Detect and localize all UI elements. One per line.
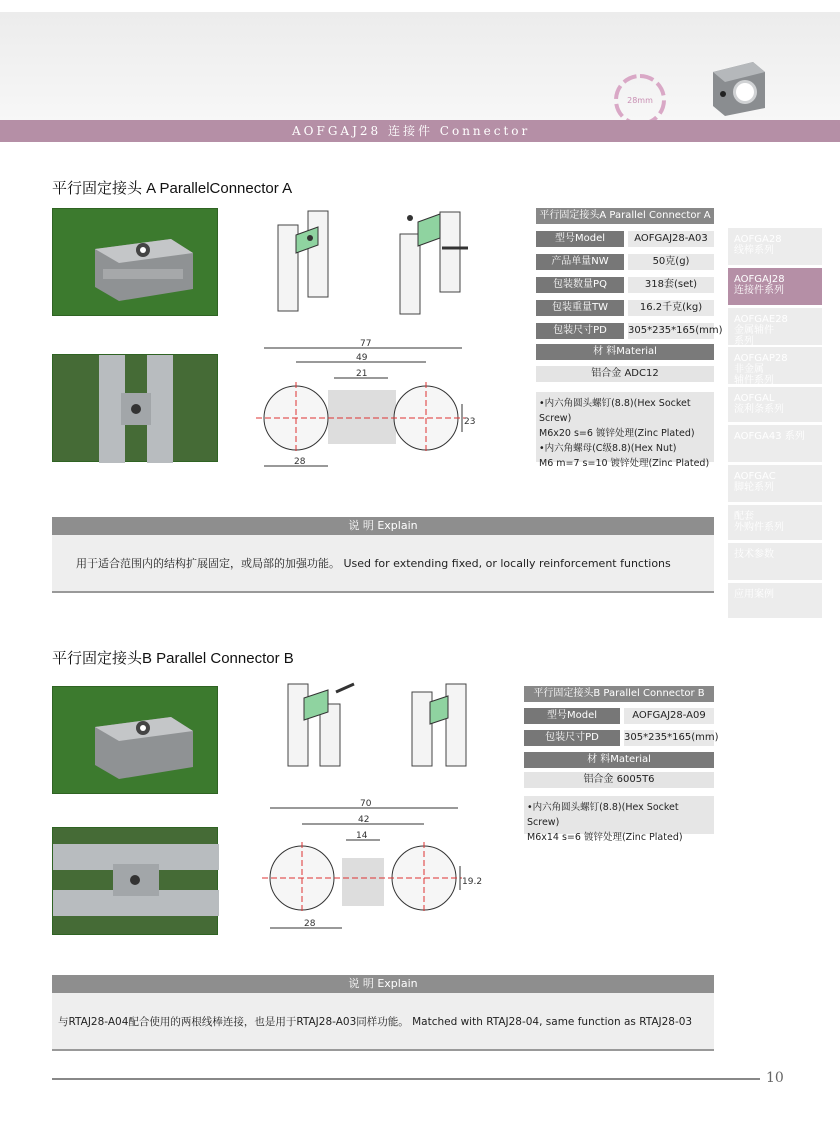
explain-b-title: 说 明 Explain (52, 975, 714, 993)
dim-b-28: 28 (304, 919, 316, 929)
photo-a-connector (52, 208, 218, 316)
note-a-line-4: M6 m=7 s=10 镀锌处理(Zinc Plated) (539, 458, 710, 469)
dim-a-28: 28 (294, 457, 306, 467)
sidebar-item-label: 外购件系列 (734, 522, 784, 533)
dim-b-19-2: 19.2 (462, 877, 483, 887)
dim-a-77: 77 (360, 339, 372, 349)
sectionA-label-1: 产品单量NW (536, 254, 624, 270)
sectionA-label-2: 包装数量PQ (536, 277, 624, 293)
note-b-line-1: •内六角圆头螺钉(8.8)(Hex Socket Screw) (527, 802, 679, 828)
sectionA-value-4: 305*235*165(mm) (628, 323, 714, 339)
drawing-b-dimensions (262, 798, 492, 936)
sidebar-item-9[interactable] (728, 543, 822, 581)
sidebar-item-7[interactable] (728, 465, 822, 503)
sidebar-item-8[interactable] (728, 505, 822, 541)
sidebar-item-label: AOFGA28 (734, 234, 782, 245)
sidebar-item-label: 技术参数 (734, 549, 774, 560)
sidebar-item-label: 脚轮系列 (734, 482, 774, 493)
sidebar-item-label: AOFGA43 系列 (734, 431, 805, 442)
table-b-title: 平行固定接头B Parallel Connector B (524, 686, 714, 702)
drawing-a-iso-left (268, 205, 348, 313)
sectionA-value-0: AOFGAJ28-A03 (628, 231, 714, 247)
sidebar-item-label: 应用案例 (734, 589, 774, 600)
sidebar-item-label: 辅件系列 (734, 375, 774, 386)
sidebar-item-label: AOFGAC (734, 471, 776, 482)
sidebar-item-label: 非金属 (734, 364, 764, 375)
sidebar-item-label: AOFGAL (734, 393, 775, 404)
connector-product-icon (705, 52, 771, 118)
sidebar-item-label: 金属辅件 (734, 325, 774, 336)
material-b-title: 材 料Material (524, 752, 714, 768)
sidebar-item-label: AOFGAE28 (734, 314, 788, 325)
drawing-b-iso-right (404, 678, 484, 768)
footer-rule (52, 1078, 760, 1080)
sectionA-label-0: 型号Model (536, 231, 624, 247)
photo-b-connector (52, 686, 218, 794)
dim-b-14: 14 (356, 831, 368, 841)
sectionB-label-1: 包装尺寸PD (524, 730, 620, 746)
sectionB-label-0: 型号Model (524, 708, 620, 724)
material-b-value: 铝合金 6005T6 (524, 772, 714, 788)
sidebar-item-1[interactable] (728, 228, 822, 266)
dim-b-42: 42 (358, 815, 370, 825)
sidebar-item-5[interactable] (728, 387, 822, 423)
photo-b-installed (52, 827, 218, 935)
page-number: 10 (766, 1070, 784, 1086)
sidebar-item-label: AOFGAP28 (734, 353, 788, 364)
sidebar-item-2[interactable] (728, 268, 822, 306)
photo-a-installed (52, 354, 218, 462)
note-a-line-3: •内六角螺母(C级8.8)(Hex Nut) (539, 443, 677, 454)
explain-b-body: 与RTAJ28-A04配合使用的两根线棒连接，也是用于RTAJ28-A03同样功能。 Matched with RTAJ28-04, same function as RTAJ28-03 (52, 993, 714, 1051)
sidebar-item-label: 系列 (734, 336, 754, 347)
material-a-title: 材 料Material (536, 344, 714, 360)
drawing-a-iso-right (392, 208, 472, 316)
dim-b-70: 70 (360, 799, 372, 809)
sidebar-item-label: 连接件系列 (734, 285, 784, 296)
dim-a-21: 21 (356, 369, 368, 379)
notes-b (524, 796, 714, 843)
sectionA-value-3: 16.2千克(kg) (628, 300, 714, 316)
sidebar-item-6[interactable] (728, 425, 822, 463)
explain-a-title: 说 明 Explain (52, 517, 714, 535)
material-a-value: 铝合金 ADC12 (536, 366, 714, 382)
sectionA-label-4: 包装尺寸PD (536, 323, 624, 339)
sidebar-item-4[interactable] (728, 347, 822, 385)
section-b-heading: 平行固定接头B Parallel Connector B (52, 650, 294, 667)
note-a-line-1: •内六角圆头螺钉(8.8)(Hex Socket Screw) (539, 398, 691, 424)
header-banner (0, 12, 840, 120)
sectionB-value-1: 305*235*165(mm) (624, 730, 714, 746)
dim-a-23: 23 (464, 417, 476, 427)
profile-badge-text: 28mm (627, 96, 653, 105)
section-a-heading: 平行固定接头 A ParallelConnector A (52, 180, 293, 197)
sectionA-label-3: 包装重量TW (536, 300, 624, 316)
title-band: AOFGAJ28 连接件 Connector (0, 120, 840, 142)
note-b-line-2: M6x14 s=6 镀锌处理(Zinc Plated) (527, 832, 683, 843)
sidebar-item-label: 流利条系列 (734, 404, 784, 415)
explain-a-body: 用于适合范围内的结构扩展固定，或局部的加强功能。 Used for extending fixed, or locally reinforcement functions (52, 535, 714, 593)
drawing-a-dimensions (256, 338, 496, 476)
sidebar-item-10[interactable] (728, 583, 822, 619)
table-a-title: 平行固定接头A Parallel Connector A (536, 208, 714, 224)
note-a-line-2: M6x20 s=6 镀锌处理(Zinc Plated) (539, 428, 695, 439)
sidebar-item-label: 线棒系列 (734, 245, 774, 256)
sectionA-value-1: 50克(g) (628, 254, 714, 270)
sidebar-item-3[interactable] (728, 308, 822, 346)
drawing-b-iso-left (280, 678, 360, 768)
sidebar-item-label: AOFGAJ28 (734, 274, 785, 285)
dim-a-49: 49 (356, 353, 368, 363)
notes-a (536, 392, 714, 469)
sectionB-value-0: AOFGAJ28-A09 (624, 708, 714, 724)
sidebar-item-label: 配套 (734, 511, 754, 522)
sectionA-value-2: 318套(set) (628, 277, 714, 293)
